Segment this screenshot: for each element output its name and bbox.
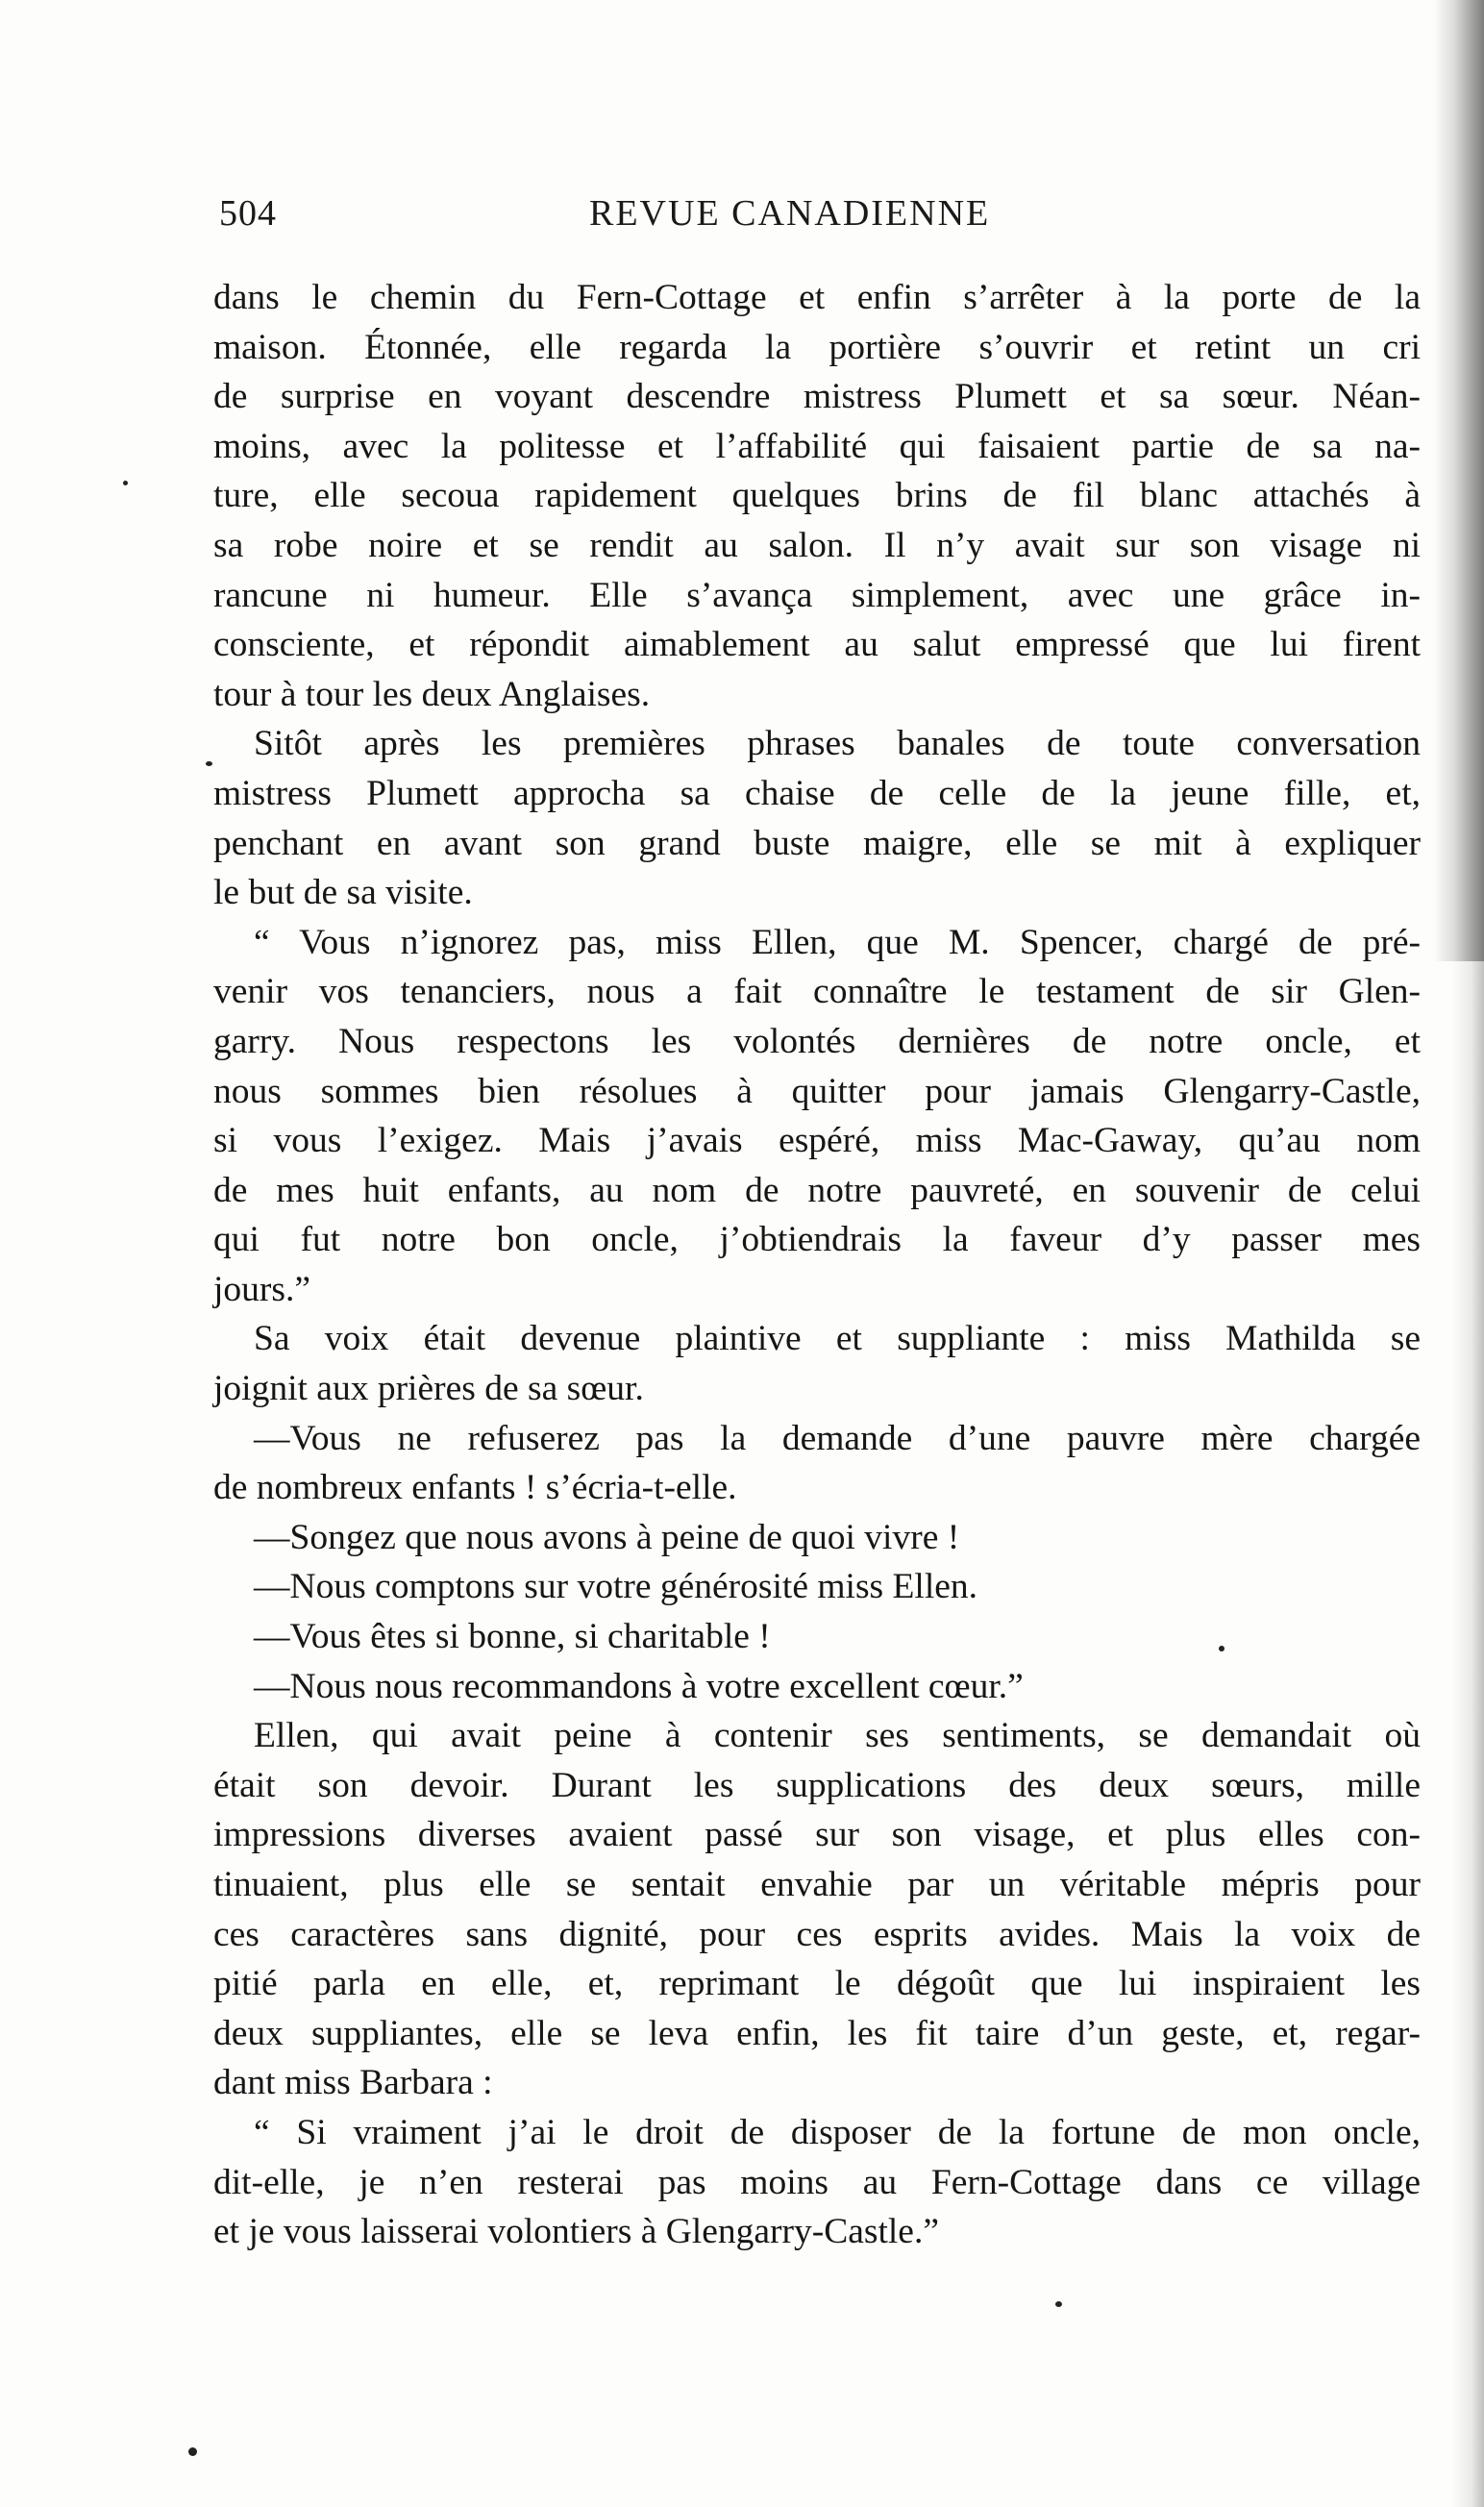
text-line: ces caractères sans dignité, pour ces esprits avides. Mais la voix de [213, 1914, 1421, 1954]
text-line: dans le chemin du Fern-Cottage et enfin s’arrêter à la porte de la [213, 278, 1421, 317]
text-line: nous sommes bien résolues à quitter pour jamais Glengarry-Castle, [213, 1071, 1421, 1111]
text-line: Ellen, qui avait peine à contenir ses sentiments, se demandait où [254, 1716, 1421, 1756]
text-line: garry. Nous respectons les volontés dernières de notre oncle, et [213, 1021, 1421, 1061]
scan-edge-shadow [1434, 0, 1484, 961]
page-number: 504 [219, 193, 277, 234]
text-line: rancune ni humeur. Elle s’avança simplement, avec une grâce in- [213, 575, 1421, 615]
text-line: impressions diverses avaient passé sur son visage, et plus elles con- [213, 1815, 1421, 1855]
text-line: de surprise en voyant descendre mistress Plumett et sa sœur. Néan- [213, 377, 1421, 417]
scan-speck [1219, 1646, 1224, 1651]
running-title: REVUE CANADIENNE [589, 193, 991, 234]
text-line: deux suppliantes, elle se leva enfin, les fit taire d’un geste, et, regar- [213, 2013, 1421, 2053]
text-line: —Vous êtes si bonne, si charitable ! [254, 1617, 771, 1657]
text-line: tinuaient, plus elle se sentait envahie par un véritable mépris pour [213, 1865, 1421, 1904]
text-line: —Vous ne refuserez pas la demande d’une pauvre mère chargée [254, 1418, 1421, 1458]
body-text [213, 273, 1421, 2257]
text-line: moins, avec la politesse et l’affabilité qui faisaient partie de sa na- [213, 426, 1421, 466]
text-line: dit-elle, je n’en resterai pas moins au Fern-Cottage dans ce village [213, 2162, 1421, 2202]
text-line: tour à tour les deux Anglaises. [213, 674, 651, 714]
text-line: le but de sa visite. [213, 873, 473, 913]
text-line: dant miss Barbara : [213, 2063, 493, 2103]
scan-speck [123, 481, 128, 485]
text-line: Sa voix était devenue plaintive et suppliante : miss Mathilda se [254, 1319, 1421, 1359]
text-line: si vous l’exigez. Mais j’avais espéré, miss Mac-Gaway, qu’au nom [213, 1121, 1421, 1161]
text-line: —Songez que nous avons à peine de quoi vivre ! [254, 1517, 960, 1557]
scan-speck [206, 761, 212, 766]
text-line: “ Si vraiment j’ai le droit de disposer de la fortune de mon oncle, [254, 2112, 1421, 2152]
text-line: joignit aux prières de sa sœur. [213, 1369, 644, 1409]
scan-edge-shadow-lower [1451, 961, 1484, 2507]
text-line: pitié parla en elle, et, reprimant le dégoût que lui inspiraient les [213, 1964, 1421, 2004]
scan-speck [1055, 2301, 1062, 2307]
text-line: était son devoir. Durant les supplications des deux sœurs, mille [213, 1765, 1421, 1805]
text-line: consciente, et répondit aimablement au salut empressé que lui firent [213, 625, 1421, 665]
text-line: penchant en avant son grand buste maigre, elle se mit à expliquer [213, 823, 1421, 863]
text-line: Sitôt après les premières phrases banales de toute conversation [254, 724, 1421, 764]
text-line: sa robe noire et se rendit au salon. Il n’y avait sur son visage ni [213, 525, 1421, 565]
text-line: —Nous comptons sur votre générosité miss Ellen. [254, 1567, 978, 1607]
text-line: et je vous laisserai volontiers à Glengarry-Castle.” [213, 2212, 939, 2252]
text-line: —Nous nous recommandons à votre excellent cœur.” [254, 1666, 1024, 1706]
text-line: “ Vous n’ignorez pas, miss Ellen, que M. Spencer, chargé de pré- [254, 922, 1421, 962]
text-line: qui fut notre bon oncle, j’obtiendrais la faveur d’y passer mes [213, 1220, 1421, 1260]
text-line: de mes huit enfants, au nom de notre pauvreté, en souvenir de celui [213, 1170, 1421, 1210]
text-line: jours.” [213, 1269, 311, 1309]
text-line: ture, elle secoua rapidement quelques brins de fil blanc attachés à [213, 476, 1421, 516]
text-line: de nombreux enfants ! s’écria-t-elle. [213, 1468, 737, 1508]
scan-speck [188, 2447, 197, 2456]
text-line: maison. Étonnée, elle regarda la portière s’ouvrir et retint un cri [213, 327, 1421, 367]
text-line: venir vos tenanciers, nous a fait connaître le testament de sir Glen- [213, 972, 1421, 1012]
text-line: mistress Plumett approcha sa chaise de celle de la jeune fille, et, [213, 773, 1421, 813]
page-header [219, 192, 1421, 260]
